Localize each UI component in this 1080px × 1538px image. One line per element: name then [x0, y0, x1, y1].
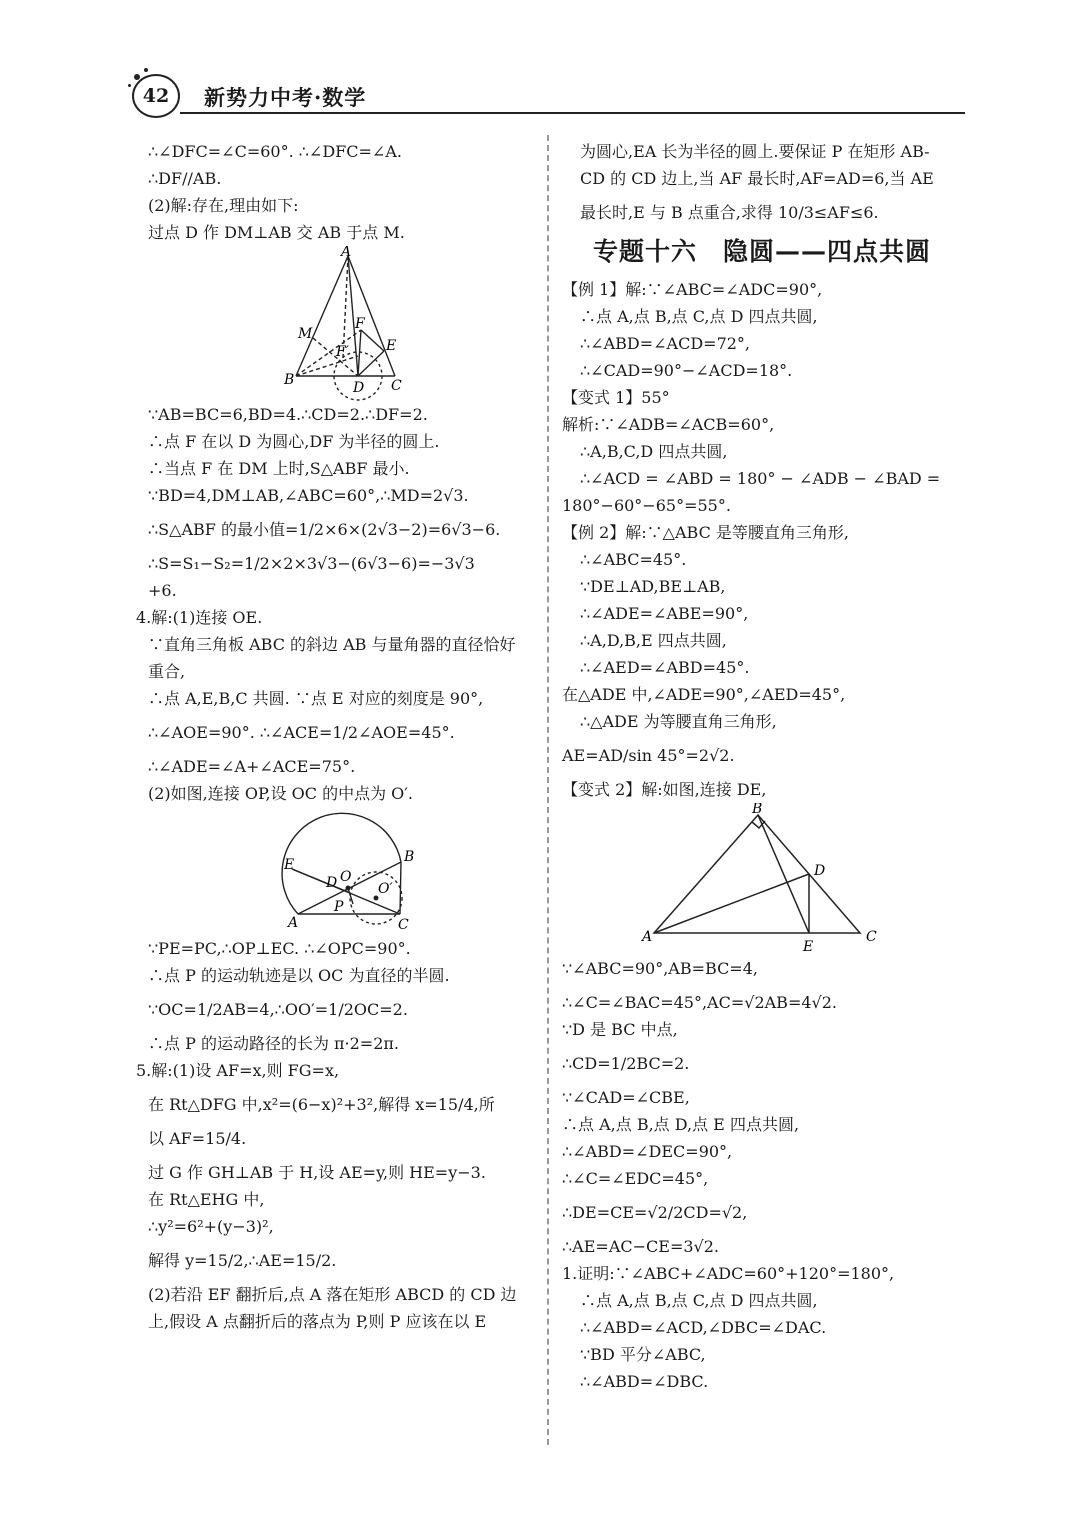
- topic-title: 专题十六 隐圆——四点共圆: [592, 237, 931, 266]
- point-o: [346, 886, 351, 891]
- figure-right-triangle: [562, 803, 962, 955]
- text-line: 在 Rt△DFG 中,x²=(6−x)²+3²,解得 x=15/4,所: [148, 1095, 495, 1114]
- header-dot: [144, 68, 148, 72]
- text-line: ∴∠ABD=∠DBC.: [580, 1372, 709, 1391]
- column-divider: [547, 135, 549, 1445]
- text-line: ∴∠DFC=∠C=60°. ∴∠DFC=∠A.: [148, 142, 402, 161]
- text-line: ∴点 A,点 B,点 C,点 D 四点共圆,: [580, 307, 818, 326]
- label-a: A: [341, 246, 352, 260]
- text-line: ∴∠C=∠BAC=45°,AC=√2AB=4√2.: [562, 993, 837, 1012]
- edge-df: [358, 330, 361, 376]
- label-c: C: [391, 378, 402, 394]
- text-line: ∵AB=BC=6,BD=4.∴CD=2.∴DF=2.: [148, 405, 428, 424]
- text-line: 5.解:(1)设 AF=x,则 FG=x,: [136, 1061, 340, 1080]
- text-line: ∵D 是 BC 中点,: [562, 1020, 678, 1039]
- label-f-prime: F′: [336, 344, 349, 360]
- text-line: ∴点 A,点 B,点 D,点 E 四点共圆,: [562, 1115, 800, 1134]
- text-line: ∵BD=4,DM⊥AB,∠ABC=60°,∴MD=2√3.: [148, 486, 469, 505]
- label-d: D: [353, 380, 365, 396]
- label-o-prime: O′: [378, 881, 393, 897]
- text-line: 解得 y=15/2,∴AE=15/2.: [148, 1251, 337, 1270]
- text-line: 以 AF=15/4.: [148, 1129, 247, 1148]
- label-e: E: [803, 939, 814, 955]
- text-line: ∴当点 F 在 DM 上时,S△ABF 最小.: [148, 459, 410, 478]
- text-line: ∵DE⊥AD,BE⊥AB,: [580, 577, 726, 596]
- text-line: 过点 D 作 DM⊥AB 交 AB 于点 M.: [148, 223, 405, 242]
- protractor-figure-svg: [148, 807, 538, 935]
- text-line: 解析:∵∠ADB=∠ACB=60°,: [562, 415, 775, 434]
- figure-triangle-abc: [148, 246, 538, 401]
- text-line: ∴∠C=∠EDC=45°,: [562, 1169, 709, 1188]
- text-line: ∴点 P 的运动轨迹是以 OC 为直径的半圆.: [148, 966, 450, 985]
- text-line: ∵OC=1/2AB=4,∴OO′=1/2OC=2.: [148, 1000, 408, 1019]
- text-line: ∵∠ABC=90°,AB=BC=4,: [562, 959, 758, 978]
- text-line: 重合,: [148, 662, 186, 681]
- text-line: CD 的 CD 边上,当 AF 最长时,AF=AD=6,当 AE: [580, 169, 934, 188]
- edge-be: [758, 815, 809, 933]
- text-line: ∵PE=PC,∴OP⊥EC. ∴∠OPC=90°.: [148, 939, 411, 958]
- edge-op: [348, 888, 353, 904]
- text-line: ∴∠AED=∠ABD=45°.: [580, 658, 750, 677]
- text-line: ∴∠AOE=90°. ∴∠ACE=1/2∠AOE=45°.: [148, 723, 455, 742]
- text-line: 1.证明:∵∠ABC+∠ADC=60°+120°=180°,: [562, 1264, 895, 1283]
- label-c: C: [398, 917, 409, 933]
- text-line: ∴∠ABD=∠ACD,∠DBC=∠DAC.: [580, 1318, 827, 1337]
- text-line: ∴∠ADE=∠A+∠ACE=75°.: [148, 757, 356, 776]
- text-line: ∴y²=6²+(y−3)²,: [148, 1217, 274, 1236]
- text-line: ∴点 F 在以 D 为圆心,DF 为半径的圆上.: [148, 432, 440, 451]
- text-line: (2)若沿 EF 翻折后,点 A 落在矩形 ABCD 的 CD 边: [148, 1285, 517, 1304]
- header-rule: [180, 112, 965, 114]
- text-line: ∴∠ABD=∠DEC=90°,: [562, 1142, 733, 1161]
- page-header: [120, 68, 965, 118]
- label-p: P: [334, 899, 344, 915]
- text-line: +6.: [148, 581, 177, 600]
- text-line: 在△ADE 中,∠ADE=90°,∠AED=45°,: [562, 685, 846, 704]
- text-line: 为圆心,EA 长为半径的圆上.要保证 P 在矩形 AB-: [580, 142, 930, 161]
- label-a: A: [288, 915, 299, 931]
- text-line: ∴∠ACD = ∠ABD = 180° − ∠ADB − ∠BAD =: [580, 469, 941, 488]
- text-line: ∴A,B,C,D 四点共圆,: [580, 442, 728, 461]
- label-c: C: [866, 929, 877, 945]
- label-f: F: [355, 316, 365, 332]
- text-line: 上,假设 A 点翻折后的落点为 P,则 P 应该在以 E: [148, 1312, 487, 1331]
- label-d: D: [814, 863, 826, 879]
- text-line: ∴∠ADE=∠ABE=90°,: [580, 604, 749, 623]
- text-line: ∴∠CAD=90°−∠ACD=18°.: [580, 361, 793, 380]
- text-line: 180°−60°−65°=55°.: [562, 496, 731, 515]
- book-title: 新势力中考·数学: [204, 85, 367, 110]
- text-line: (2)如图,连接 OP,设 OC 的中点为 O′.: [148, 784, 414, 803]
- text-line: 【例 2】解:∵△ABC 是等腰直角三角形,: [562, 523, 849, 542]
- text-line: ∵BD 平分∠ABC,: [580, 1345, 706, 1364]
- text-line: ∴DF//AB.: [148, 169, 222, 188]
- label-b: B: [284, 372, 295, 388]
- text-line: ∴∠ABC=45°.: [580, 550, 687, 569]
- text-line: ∴S=S₁−S₂=1/2×2×3√3−(6√3−6)=−3√3: [148, 554, 475, 573]
- label-b: B: [752, 803, 763, 817]
- triangle-abc: [654, 815, 860, 933]
- text-line: ∴△ADE 为等腰直角三角形,: [580, 712, 777, 731]
- text-line: 4.解:(1)连接 OE.: [136, 608, 263, 627]
- text-line: ∴S△ABF 的最小值=1/2×6×(2√3−2)=6√3−6.: [148, 520, 501, 539]
- text-line: ∴点 A,E,B,C 共圆. ∵点 E 对应的刻度是 90°,: [148, 689, 484, 708]
- text-line: 在 Rt△EHG 中,: [148, 1190, 265, 1209]
- text-line: ∴A,D,B,E 四点共圆,: [580, 631, 727, 650]
- left-column: [136, 138, 538, 1335]
- text-line: ∴点 A,点 B,点 C,点 D 四点共圆,: [580, 1291, 818, 1310]
- text-line: ∴∠ABD=∠ACD=72°,: [580, 334, 751, 353]
- text-line: (2)解:存在,理由如下:: [148, 196, 299, 215]
- edge-ad: [654, 874, 809, 933]
- text-line: ∴CD=1/2BC=2.: [562, 1054, 690, 1073]
- edge-de: [358, 351, 384, 376]
- label-a: A: [642, 929, 653, 945]
- text-line: AE=AD/sin 45°=2√2.: [562, 746, 735, 765]
- text-line: 【变式 1】55°: [562, 388, 670, 407]
- label-m: M: [298, 326, 313, 342]
- header-dot: [134, 74, 140, 80]
- label-e: E: [386, 338, 397, 354]
- header-dot: [128, 84, 131, 87]
- right-column: [562, 138, 962, 1395]
- page-number: 42: [132, 74, 180, 118]
- text-line: 最长时,E 与 B 点重合,求得 10/3≤AF≤6.: [580, 203, 879, 222]
- label-o: O: [340, 869, 352, 885]
- text-line: ∴AE=AC−CE=3√2.: [562, 1237, 719, 1256]
- text-line: ∴点 P 的运动路径的长为 π·2=2π.: [148, 1034, 399, 1053]
- text-line: 过 G 作 GH⊥AB 于 H,设 AE=y,则 HE=y−3.: [148, 1163, 486, 1182]
- text-line: 【变式 2】解:如图,连接 DE,: [562, 780, 767, 799]
- text-line: 【例 1】解:∵∠ABC=∠ADC=90°,: [562, 280, 823, 299]
- figure-protractor: [148, 807, 538, 935]
- right-triangle-figure-svg: [562, 803, 962, 955]
- label-b: B: [404, 849, 415, 865]
- label-e: E: [284, 857, 295, 873]
- triangle-figure-svg: [148, 246, 538, 401]
- text-line: ∴DE=CE=√2/2CD=√2,: [562, 1203, 748, 1222]
- text-line: ∵∠CAD=∠CBE,: [562, 1088, 690, 1107]
- edge-af: [343, 256, 348, 358]
- label-d: D: [326, 875, 338, 891]
- text-line: ∵直角三角板 ABC 的斜边 AB 与量角器的直径恰好: [148, 635, 516, 654]
